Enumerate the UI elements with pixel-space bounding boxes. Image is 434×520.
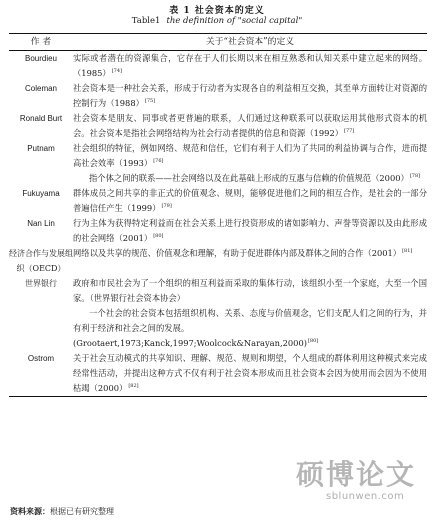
table-row [9, 51, 427, 82]
definition-text: 实际或者潜在的资源集合，它存在于人们长期以来在相互熟悉和认知关系中建立起来的网络。（1985） [73, 53, 427, 78]
citation-ref: [80] [307, 338, 319, 345]
definition-cell [73, 51, 427, 82]
definition-text: 社会资本是一种社会关系，形成于行动者为实现各自的利益相互交换，其至单方面转让对资源的控制行为（1988） [73, 83, 427, 108]
watermark-url: sblunwen.com [326, 491, 405, 502]
definition-paragraph [73, 246, 427, 261]
author-cell: 世界银行 [25, 279, 57, 288]
definition-paragraph [73, 186, 427, 216]
author-cell: Ostrom [27, 354, 55, 363]
watermark [296, 453, 430, 513]
definition-text: 行为主体为获得特定利益而在社会关系上进行投资形成的诸如影响力、声誉等资源以及由此形成的社会网络（2001） [73, 218, 427, 243]
definition-text: 社会资本是朋友、同事或者更普遍的联系，人们通过这种联系可以获取运用其他形式资本的机会。社会资本是指社会网络结构为社会行动者提供的信息和资源（1992） [73, 113, 427, 138]
definition-paragraph [73, 141, 427, 171]
definition-cell [73, 186, 427, 216]
table-row [9, 246, 427, 276]
citation-ref: [77] [344, 128, 355, 135]
citation-ref: [75] [144, 98, 156, 105]
definition-paragraph [73, 216, 427, 246]
table-caption-en-title: the definition of "social capital" [166, 16, 303, 26]
definitions-table [9, 33, 427, 397]
definition-paragraph [73, 306, 427, 336]
definition-paragraph [73, 336, 427, 351]
definition-cell [73, 216, 427, 246]
definition-paragraph [73, 351, 427, 396]
definition-cell [73, 141, 427, 186]
table-caption-cn: 表 1 社会资本的定义 [169, 6, 265, 16]
citation-ref: [76] [153, 158, 164, 165]
author-cell: 经济合作与发展组织（OECD） [9, 249, 73, 273]
definition-paragraph [73, 276, 427, 306]
table-row [9, 276, 427, 351]
header-definition: 关于“社会资本”的定义 [205, 36, 295, 47]
table-row [9, 351, 427, 397]
definition-cell [73, 81, 427, 111]
definition-text: 社会组织的特征，例如网络、规范和信任，它们有利于人们为了共同的利益协调与合作，进而提高社会效率（1993） [73, 143, 427, 168]
table-row [9, 81, 427, 111]
definition-cell [73, 276, 427, 351]
definition-text: 关于社会互动模式的共享知识、理解、规范、规则和期望，个人组成的群体利用这种模式来完成经常性活动，并提出这种方式不仅有利于社会资本形成而且社会资本会因为使用而会因为不使用枯竭（2000） [73, 353, 427, 393]
definition-text: 一个社会的社会资本包括组织机构、关系、态度与价值观念，它们支配人们之间的行为，并有利于经济和社会之间的发展。 [73, 308, 427, 333]
table-caption-en [0, 16, 434, 26]
source-label: 资料来源： [10, 506, 50, 516]
citation-ref: [82] [128, 383, 139, 390]
author-cell: Coleman [24, 84, 57, 93]
author-cell: Nan Lin [27, 219, 55, 228]
definition-paragraph [73, 81, 427, 111]
source-text: 根据已有研究整理 [50, 507, 114, 516]
definition-paragraph [73, 111, 427, 141]
table-row [9, 141, 427, 186]
source-note [10, 506, 114, 517]
citation-ref: [80] [153, 233, 164, 240]
definition-text: 网络以及共享的规范、价值观念和理解，有助于促进群体内部及群体之间的合作（2001） [73, 248, 402, 258]
table-row [9, 111, 427, 141]
table-caption-en-label: Table1 [131, 16, 161, 26]
watermark-logo-text: 硕博论文 [296, 458, 417, 491]
table-body [9, 51, 427, 397]
header-author: 作 者 [30, 36, 52, 47]
author-cell: Putnam [27, 144, 55, 153]
citation-ref: [81] [402, 248, 413, 255]
definition-cell [73, 246, 427, 276]
table-row [9, 216, 427, 246]
definition-text: (Grootaert,1973;Kanck,1997;Woolcock&Narayan,2000) [73, 338, 307, 348]
author-cell: Bourdieu [24, 54, 58, 63]
author-cell: Ronald Burt [19, 114, 63, 123]
definition-text: 群体成员之间共享的非正式的价值观念、规则，能够促进他们之间的相互合作，是社会的一部分普遍信任产生（1999） [73, 188, 427, 213]
definition-paragraph [73, 171, 427, 186]
definition-text: 指个体之间的联系——社会网络以及在此基础上形成的互惠与信赖的价值规范（2000） [89, 173, 409, 183]
citation-ref: [78] [409, 173, 421, 180]
table-header-row [9, 34, 427, 51]
definition-cell [73, 111, 427, 141]
citation-ref: [79] [161, 203, 172, 210]
definition-cell [73, 351, 427, 397]
author-cell: Fukuyama [22, 189, 60, 198]
definition-text: 政府和市民社会为了一个组织的相互利益而采取的集体行动，该组织小至一个家庭，大至一个国家。（世界银行社会资本协会） [73, 278, 427, 303]
table-row [9, 186, 427, 216]
definition-paragraph [73, 51, 427, 81]
citation-ref: [74] [111, 68, 122, 75]
